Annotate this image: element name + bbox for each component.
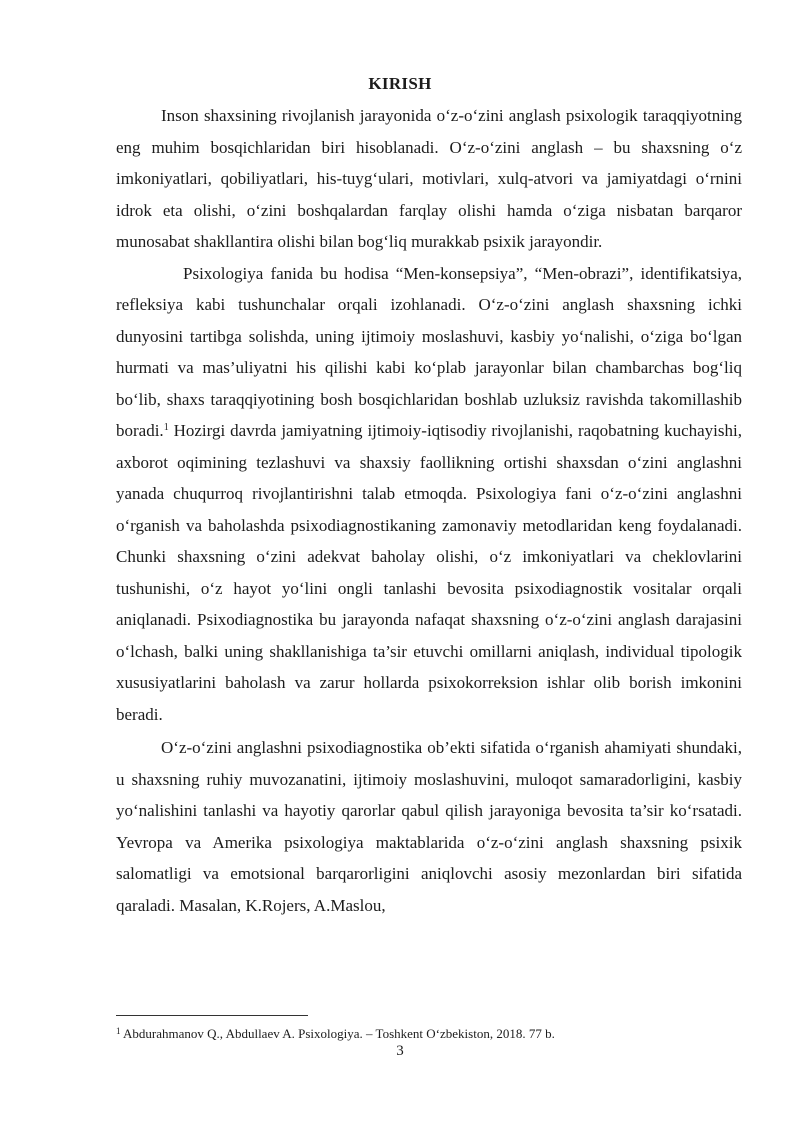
footnote-marker: 1 — [116, 1026, 121, 1036]
section-title: KIRISH — [368, 74, 432, 93]
footnote — [116, 1026, 742, 1042]
paragraph-2 — [116, 258, 742, 731]
body-text — [116, 100, 742, 921]
paragraph-2-text-b: Hozirgi davrda jamiyatning ijtimoiy-iqtisodiy rivojlanishi, raqobatning kuchayishi, axborot oqimining tezlashuvi va shaxsiy faollikning ortishi shaxsdan o‘zini anglashni yanada chuqurroq rivojlantirishni talab etmoqda. Psixologiya fani o‘z-o‘zini anglashni o‘rganish va baholashda psixodiagnostikaning zamonaviy metodlaridan keng foydalanadi. Chunki shaxsning o‘zini adekvat baholay olishi, o‘z imkoniyatlari va cheklovlarini tushunishi, o‘z hayot yo‘lini ongli tanlashi bevosita psixodiagnostik vositalar orqali aniqlanadi. Psixodiagnostika bu jarayonda nafaqat shaxsning o‘z-o‘zini anglash darajasini o‘lchash, balki uning shakllanishiga ta’sir etuvchi omillarni aniqlash, individual tipologik xususiyatlarini baholash va zarur hollarda psixokorreksion ishlar olib borish imkonini beradi. — [116, 421, 742, 724]
footnote-reference[interactable]: 1 — [163, 422, 169, 433]
footnote-text: Abdurahmanov Q., Abdullaev A. Psixologiya. – Toshkent O‘zbekiston, 2018. 77 b. — [120, 1026, 555, 1041]
paragraph-1: Inson shaxsining rivojlanish jarayonida o‘z-o‘zini anglash psixologik taraqqiyotning eng muhim bosqichlaridan biri hisoblanadi. O‘z-o‘zini anglash – bu shaxsning o‘z imkoniyatlari, qobiliyatlari, his-tuyg‘ulari, motivlari, xulq-atvori va jamiyatdagi o‘rnini idrok eta olishi, o‘zini boshqalardan farqlay olishi hamda o‘ziga nisbatan barqaror munosabat shakllantira olishi bilan bog‘liq murakkab psixik jarayondir. — [116, 106, 742, 251]
footnote-divider — [116, 1015, 308, 1016]
paragraph-2-text-a: Psixologiya fanida bu hodisa “Men-konsepsiya”, “Men-obrazi”, identifikatsiya, refleksiya kabi tushunchalar orqali izohlanadi. O‘z-o‘zini anglash shaxsning ichki dunyosini tartibga solishda, uning ijtimoiy moslashuvi, kasbiy yo‘nalishi, o‘ziga bo‘lgan hurmati va mas’uliyatni his qilishi kabi ko‘plab jarayonlar bilan chambarchas bog‘liq bo‘lib, shaxs taraqqiyotining bosh bosqichlaridan boshlab uzluksiz ravishda takomillashib boradi. — [116, 263, 742, 440]
page-number: 3 — [396, 1043, 404, 1059]
paragraph-3: O‘z-o‘zini anglashni psixodiagnostika ob’ekti sifatida o‘rganish ahamiyati shundaki, u shaxsning ruhiy muvozanatini, ijtimoiy moslashuvini, muloqot samaradorligini, kasbiy yo‘nalishini tanlashi va hayotiy qarorlar qabul qilish jarayoniga bevosita ta’sir ko‘rsatadi. Yevropa va Amerika psixologiya maktablarida o‘z-o‘zini anglash shaxsning psixik salomatligi va emotsional barqarorligini aniqlovchi asosiy mezonlardan biri sifatida qaraladi. Masalan, K.Rojers, A.Maslou, — [116, 738, 742, 915]
